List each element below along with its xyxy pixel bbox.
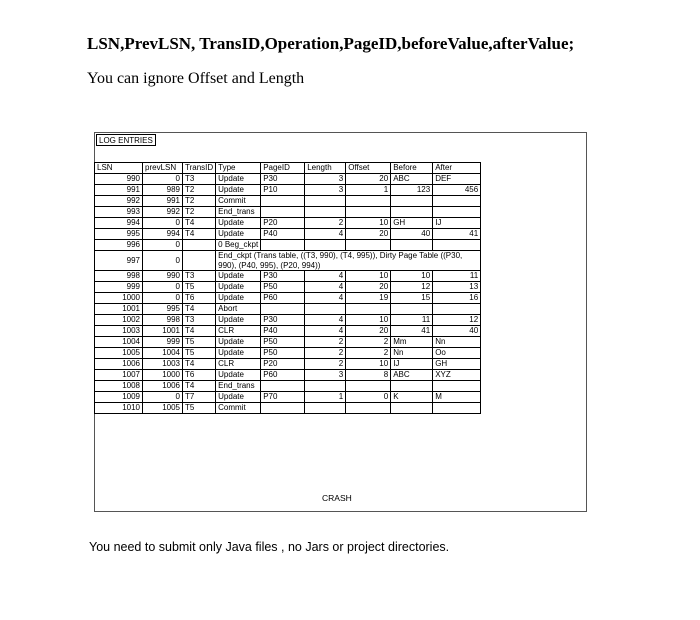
- table-cell: 0: [143, 251, 183, 271]
- table-cell: 1000: [95, 293, 143, 304]
- table-cell: [346, 381, 391, 392]
- table-cell: T4: [183, 326, 216, 337]
- table-cell: T4: [183, 229, 216, 240]
- table-cell: 4: [305, 293, 346, 304]
- table-cell: Update: [216, 229, 261, 240]
- table-cell: P70: [261, 392, 305, 403]
- table-cell: P50: [261, 348, 305, 359]
- table-cell: Commit: [216, 196, 261, 207]
- table-cell: 456: [433, 185, 481, 196]
- table-cell: Update: [216, 282, 261, 293]
- table-cell: End_trans: [216, 381, 261, 392]
- log-entries-table: [94, 162, 481, 414]
- table-cell: End_ckpt (Trans table, ((T3, 990), (T4, 995)), Dirty Page Table ((P30, 990), (P40, 995), (P20, 994)): [216, 251, 481, 271]
- column-header: After: [433, 163, 481, 174]
- table-row: [95, 229, 481, 240]
- table-row: [95, 381, 481, 392]
- table-cell: [391, 403, 433, 414]
- table-row: [95, 196, 481, 207]
- table-cell: 123: [391, 185, 433, 196]
- table-cell: [261, 207, 305, 218]
- table-cell: [305, 240, 346, 251]
- page-heading: LSN,PrevLSN, TransID,Operation,PageID,beforeValue,afterValue;: [87, 34, 575, 53]
- table-cell: Nn: [433, 337, 481, 348]
- table-cell: T6: [183, 293, 216, 304]
- table-cell: 1003: [95, 326, 143, 337]
- table-cell: [305, 381, 346, 392]
- table-cell: 999: [95, 282, 143, 293]
- table-cell: P30: [261, 271, 305, 282]
- table-cell: 20: [346, 229, 391, 240]
- table-cell: Update: [216, 370, 261, 381]
- table-cell: 991: [95, 185, 143, 196]
- table-cell: 1009: [95, 392, 143, 403]
- table-cell: [433, 304, 481, 315]
- table-cell: 13: [433, 282, 481, 293]
- table-cell: 2: [346, 337, 391, 348]
- column-header: Offset: [346, 163, 391, 174]
- table-cell: ABC: [391, 370, 433, 381]
- table-cell: [305, 304, 346, 315]
- table-cell: K: [391, 392, 433, 403]
- table-cell: 1001: [143, 326, 183, 337]
- table-cell: 10: [346, 218, 391, 229]
- table-row: [95, 218, 481, 229]
- table-cell: 40: [433, 326, 481, 337]
- table-cell: [391, 196, 433, 207]
- table-cell: 12: [391, 282, 433, 293]
- table-row: [95, 392, 481, 403]
- table-cell: 16: [433, 293, 481, 304]
- table-cell: [346, 403, 391, 414]
- table-cell: 20: [346, 326, 391, 337]
- table-cell: 20: [346, 174, 391, 185]
- table-cell: 1: [346, 185, 391, 196]
- table-cell: 3: [305, 174, 346, 185]
- table-cell: Update: [216, 271, 261, 282]
- table-row: [95, 326, 481, 337]
- table-cell: T5: [183, 282, 216, 293]
- table-row: [95, 185, 481, 196]
- table-cell: 994: [143, 229, 183, 240]
- table-row: [95, 282, 481, 293]
- table-cell: 1007: [95, 370, 143, 381]
- table-cell: [183, 251, 216, 271]
- table-cell: 10: [346, 315, 391, 326]
- table-cell: [391, 207, 433, 218]
- table-cell: 41: [433, 229, 481, 240]
- table-cell: 2: [305, 218, 346, 229]
- table-cell: 992: [95, 196, 143, 207]
- table-cell: P20: [261, 359, 305, 370]
- table-cell: T5: [183, 337, 216, 348]
- table-cell: Update: [216, 337, 261, 348]
- table-cell: 41: [391, 326, 433, 337]
- table-cell: 8: [346, 370, 391, 381]
- table-cell: [346, 207, 391, 218]
- table-cell: P40: [261, 229, 305, 240]
- table-cell: 10: [346, 359, 391, 370]
- table-cell: 993: [95, 207, 143, 218]
- table-header-row: [95, 163, 481, 174]
- table-cell: IJ: [391, 359, 433, 370]
- table-cell: 2: [305, 337, 346, 348]
- table-row: [95, 304, 481, 315]
- table-cell: 1001: [95, 304, 143, 315]
- table-cell: T6: [183, 370, 216, 381]
- table-cell: [433, 207, 481, 218]
- table-row: [95, 337, 481, 348]
- table-cell: 2: [346, 348, 391, 359]
- table-cell: 4: [305, 229, 346, 240]
- table-cell: [433, 196, 481, 207]
- table-cell: 4: [305, 326, 346, 337]
- table-cell: 0 Beg_ckpt: [216, 240, 261, 251]
- table-cell: Update: [216, 348, 261, 359]
- table-cell: 1010: [95, 403, 143, 414]
- table-cell: [261, 196, 305, 207]
- table-cell: 0: [143, 174, 183, 185]
- table-cell: Update: [216, 174, 261, 185]
- table-cell: P60: [261, 370, 305, 381]
- table-cell: P40: [261, 326, 305, 337]
- table-cell: 1008: [95, 381, 143, 392]
- table-cell: CLR: [216, 326, 261, 337]
- table-cell: 4: [305, 282, 346, 293]
- table-cell: Abort: [216, 304, 261, 315]
- table-cell: 1: [305, 392, 346, 403]
- table-cell: 999: [143, 337, 183, 348]
- table-cell: 4: [305, 271, 346, 282]
- table-cell: 0: [143, 218, 183, 229]
- table-cell: [305, 196, 346, 207]
- page-subheading: You can ignore Offset and Length: [87, 70, 305, 87]
- table-cell: Nn: [391, 348, 433, 359]
- table-row: [95, 293, 481, 304]
- table-cell: P30: [261, 315, 305, 326]
- table-cell: T3: [183, 315, 216, 326]
- table-cell: 0: [143, 240, 183, 251]
- table-row: [95, 359, 481, 370]
- table-cell: P50: [261, 337, 305, 348]
- table-cell: Update: [216, 392, 261, 403]
- table-cell: 996: [95, 240, 143, 251]
- table-cell: 995: [143, 304, 183, 315]
- table-cell: Update: [216, 185, 261, 196]
- table-cell: 2: [305, 359, 346, 370]
- table-cell: 3: [305, 185, 346, 196]
- column-header: Type: [216, 163, 261, 174]
- table-cell: T4: [183, 381, 216, 392]
- table-row: [95, 174, 481, 185]
- table-cell: Commit: [216, 403, 261, 414]
- table-cell: 15: [391, 293, 433, 304]
- table-cell: 10: [391, 271, 433, 282]
- table-cell: 1006: [95, 359, 143, 370]
- table-cell: [391, 304, 433, 315]
- table-cell: 1006: [143, 381, 183, 392]
- table-cell: T4: [183, 218, 216, 229]
- table-cell: XYZ: [433, 370, 481, 381]
- table-cell: 11: [433, 271, 481, 282]
- table-cell: [433, 240, 481, 251]
- column-header: prevLSN: [143, 163, 183, 174]
- table-cell: Mm: [391, 337, 433, 348]
- table-cell: [261, 304, 305, 315]
- table-cell: [261, 381, 305, 392]
- table-cell: T3: [183, 271, 216, 282]
- table-cell: 20: [346, 282, 391, 293]
- table-cell: 990: [143, 271, 183, 282]
- table-cell: 1002: [95, 315, 143, 326]
- table-cell: GH: [391, 218, 433, 229]
- table-cell: 1005: [143, 403, 183, 414]
- table-row: [95, 403, 481, 414]
- table-cell: [391, 381, 433, 392]
- table-cell: 1000: [143, 370, 183, 381]
- table-cell: [346, 240, 391, 251]
- table-row: [95, 240, 481, 251]
- table-cell: [433, 403, 481, 414]
- table-cell: [433, 381, 481, 392]
- table-cell: T5: [183, 403, 216, 414]
- table-row: [95, 370, 481, 381]
- table-cell: T2: [183, 185, 216, 196]
- table-cell: 12: [433, 315, 481, 326]
- table-cell: M: [433, 392, 481, 403]
- table-cell: 989: [143, 185, 183, 196]
- table-cell: [391, 240, 433, 251]
- crash-label: CRASH: [322, 493, 352, 503]
- table-cell: CLR: [216, 359, 261, 370]
- table-cell: 40: [391, 229, 433, 240]
- table-cell: [305, 403, 346, 414]
- column-header: PageID: [261, 163, 305, 174]
- table-cell: [305, 207, 346, 218]
- table-cell: 0: [143, 293, 183, 304]
- table-cell: 2: [305, 348, 346, 359]
- table-row: [95, 348, 481, 359]
- table-cell: P30: [261, 174, 305, 185]
- table-cell: T2: [183, 196, 216, 207]
- table-cell: End_trans: [216, 207, 261, 218]
- table-cell: P60: [261, 293, 305, 304]
- table-cell: [183, 240, 216, 251]
- table-row: [95, 251, 481, 271]
- table-cell: [261, 403, 305, 414]
- table-cell: 1004: [143, 348, 183, 359]
- column-header: LSN: [95, 163, 143, 174]
- table-cell: T3: [183, 174, 216, 185]
- table-cell: 10: [346, 271, 391, 282]
- table-cell: 997: [95, 251, 143, 271]
- table-cell: Update: [216, 293, 261, 304]
- table-cell: 998: [95, 271, 143, 282]
- table-row: [95, 315, 481, 326]
- column-header: Length: [305, 163, 346, 174]
- table-cell: 0: [346, 392, 391, 403]
- table-cell: 1004: [95, 337, 143, 348]
- table-cell: 11: [391, 315, 433, 326]
- table-cell: Update: [216, 218, 261, 229]
- table-cell: 0: [143, 282, 183, 293]
- table-cell: 992: [143, 207, 183, 218]
- table-cell: P10: [261, 185, 305, 196]
- table-cell: T5: [183, 348, 216, 359]
- table-cell: DEF: [433, 174, 481, 185]
- table-cell: Oo: [433, 348, 481, 359]
- table-cell: 3: [305, 370, 346, 381]
- table-cell: [346, 304, 391, 315]
- column-header: Before: [391, 163, 433, 174]
- table-cell: [346, 196, 391, 207]
- table-cell: [261, 240, 305, 251]
- table-cell: 998: [143, 315, 183, 326]
- table-cell: P20: [261, 218, 305, 229]
- table-cell: 19: [346, 293, 391, 304]
- column-header: TransID: [183, 163, 216, 174]
- table-cell: 990: [95, 174, 143, 185]
- submission-note: You need to submit only Java files , no Jars or project directories.: [89, 540, 450, 554]
- log-entries-title: LOG ENTRIES: [96, 134, 156, 146]
- table-cell: T4: [183, 304, 216, 315]
- table-cell: ABC: [391, 174, 433, 185]
- table-cell: IJ: [433, 218, 481, 229]
- table-cell: T2: [183, 207, 216, 218]
- table-cell: 4: [305, 315, 346, 326]
- table-cell: 0: [143, 392, 183, 403]
- table-cell: 1003: [143, 359, 183, 370]
- table-row: [95, 207, 481, 218]
- table-cell: 994: [95, 218, 143, 229]
- table-cell: T4: [183, 359, 216, 370]
- table-row: [95, 271, 481, 282]
- table-cell: Update: [216, 315, 261, 326]
- table-cell: 1005: [95, 348, 143, 359]
- table-cell: T7: [183, 392, 216, 403]
- table-cell: P50: [261, 282, 305, 293]
- table-cell: 991: [143, 196, 183, 207]
- table-cell: GH: [433, 359, 481, 370]
- table-cell: 995: [95, 229, 143, 240]
